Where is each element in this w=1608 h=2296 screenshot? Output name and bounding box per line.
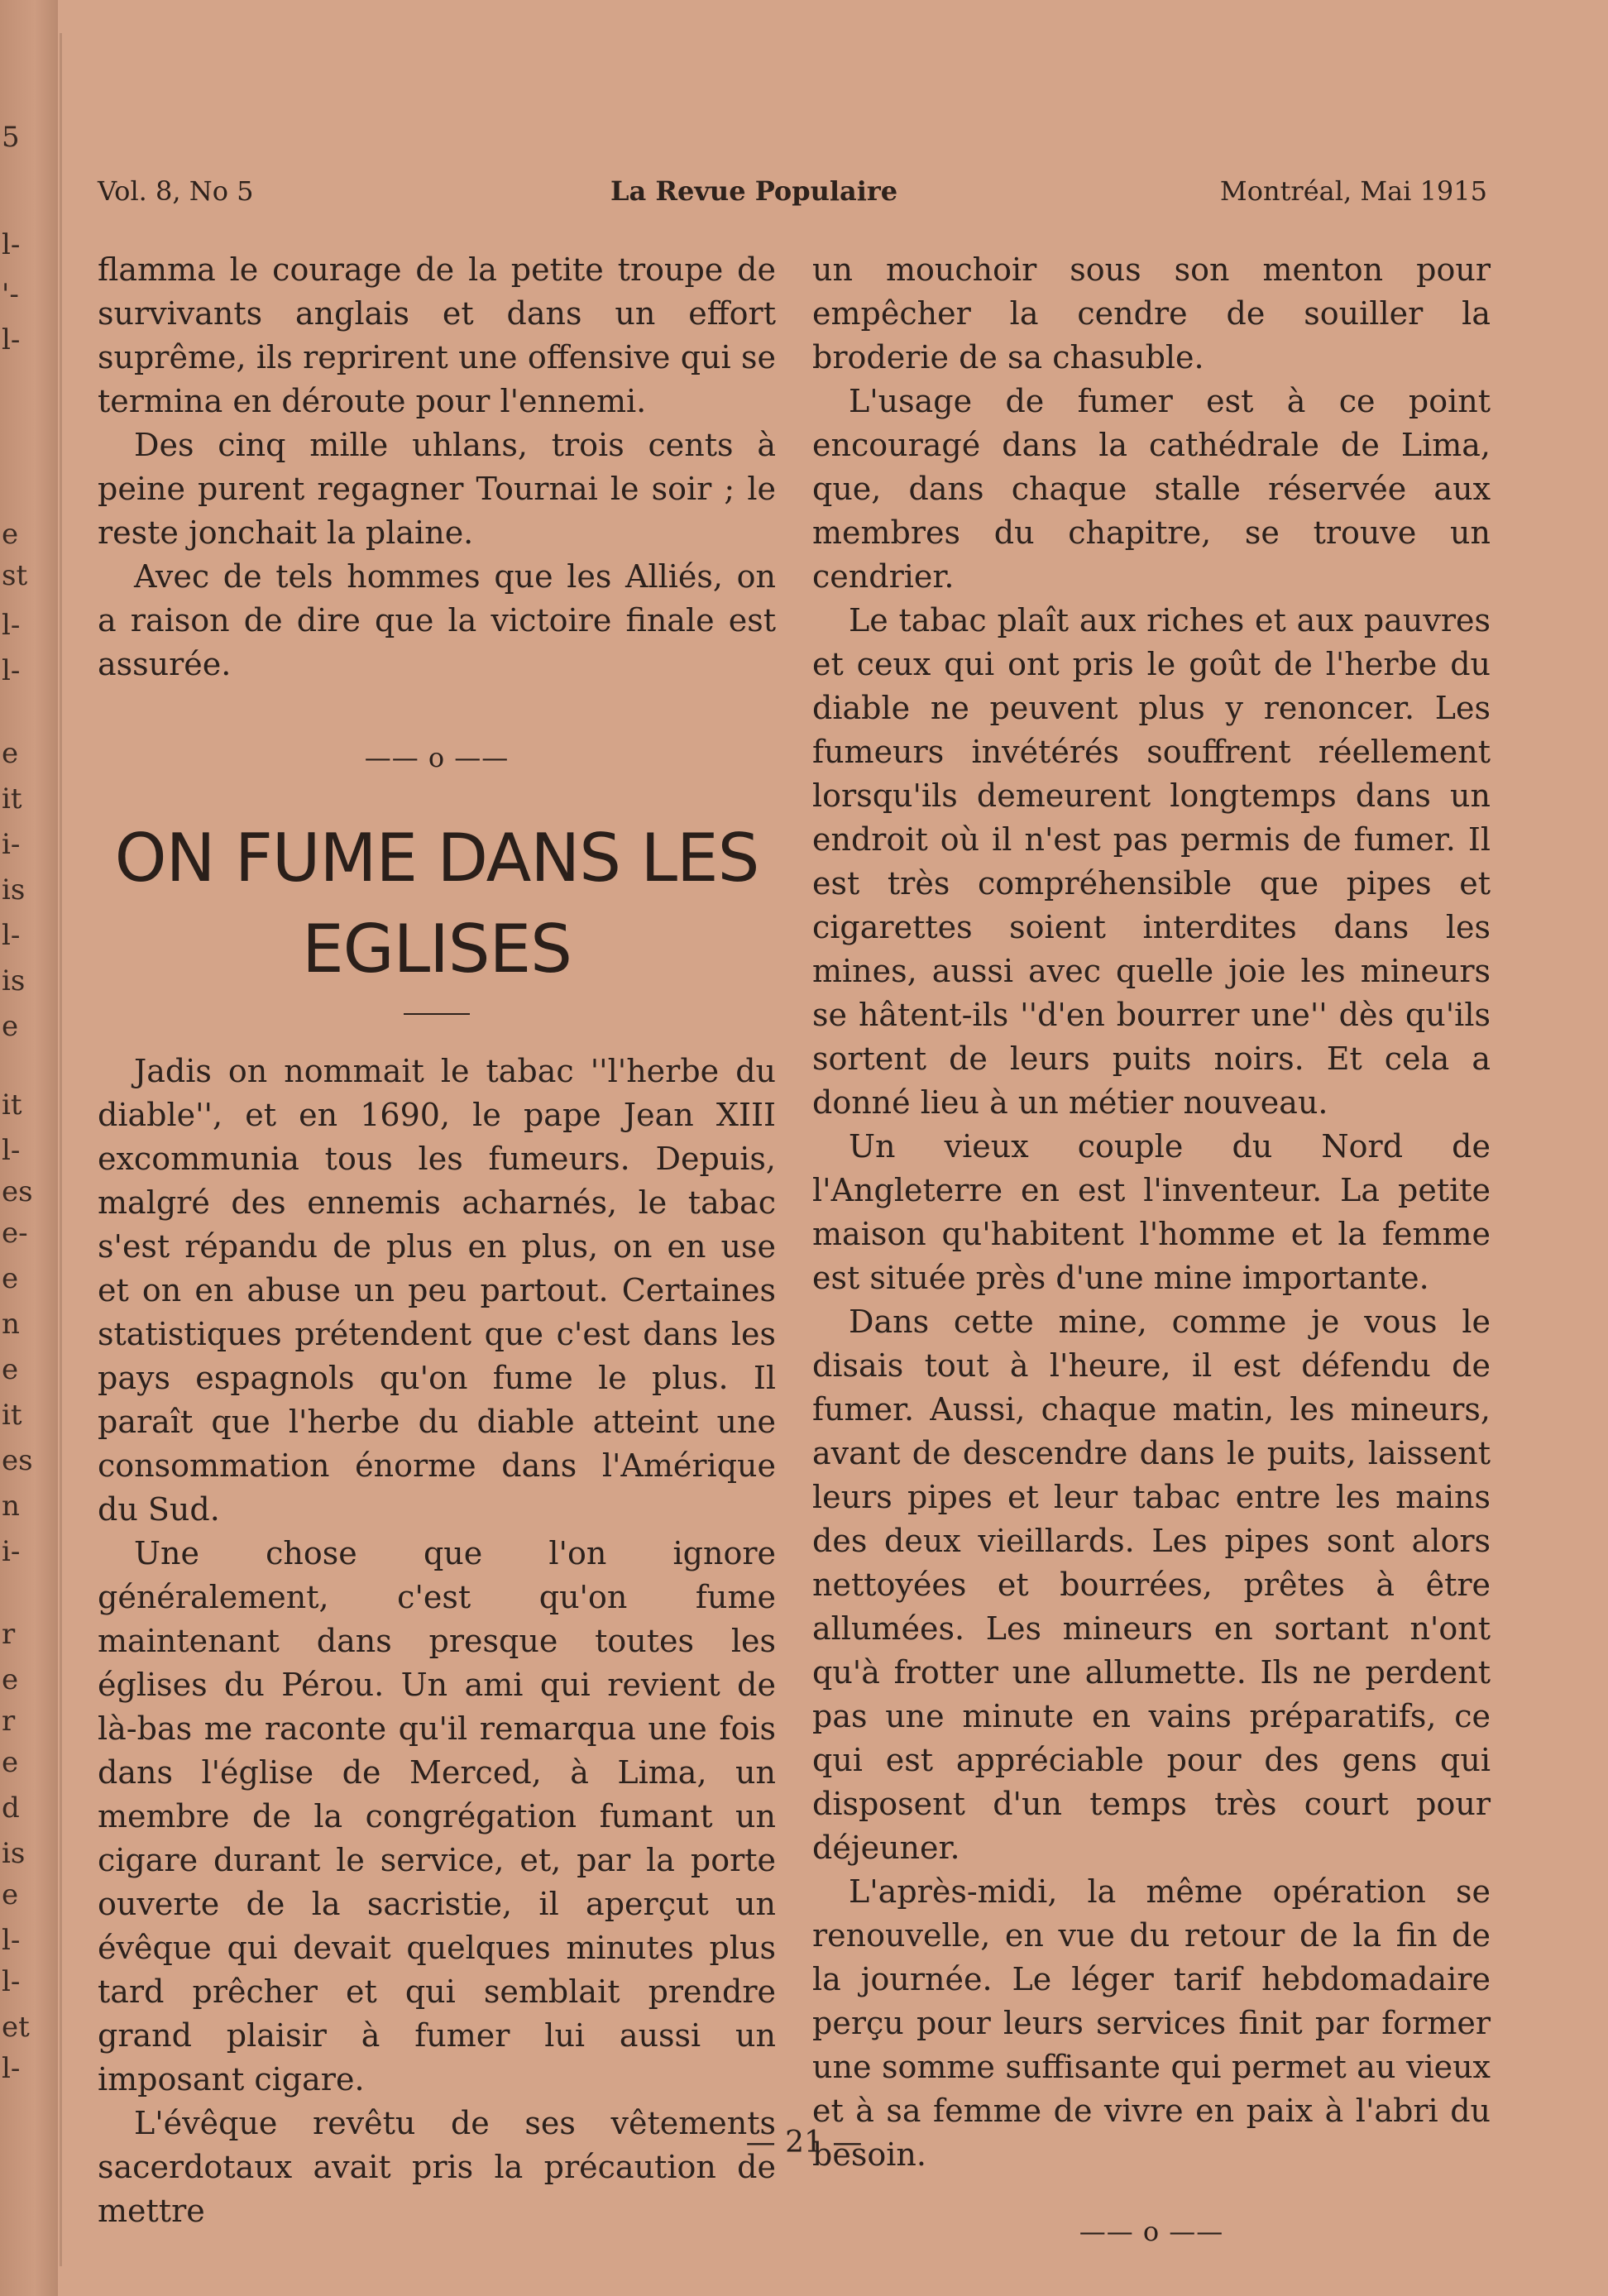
paragraph: Jadis on nommait le tabac ''l'herbe du diable'', et en 1690, le pape Jean XIII excommunia tous les fumeurs. Depuis, malgré des ennemis acharnés, le tabac s'est répandu de plus en plus, on en use et on en abuse un peu partout. Certaines statistiques prétendent que c'est dans les pays espagnols qu'on fume le plus. Il paraît que l'herbe du diable atteint une consommation énorme dans l'Amérique du Sud.	[98, 1053, 776, 1528]
margin-fragment: e	[2, 1262, 19, 1295]
margin-fragment: it	[2, 1399, 22, 1432]
volume-issue: Vol. 8, No 5	[98, 175, 254, 207]
margin-fragment: it	[2, 1088, 22, 1122]
margin-fragment: l-	[2, 1965, 21, 1998]
paragraph: flamma le courage de la petite troupe de survivants anglais et dans un effort suprême, ils reprirent une offensive qui se termina en déroute pour l'ennemi.	[98, 251, 776, 419]
paragraph: Des cinq mille uhlans, trois cents à peine purent regagner Tournai le soir ; le reste jonchait la plaine.	[98, 427, 776, 551]
running-header	[98, 175, 1487, 217]
margin-fragment: e-	[2, 1217, 28, 1250]
margin-fragment: e	[2, 1010, 19, 1043]
left-column	[98, 248, 776, 2233]
margin-fragment: e	[2, 1746, 19, 1779]
binding-fold-line	[60, 33, 62, 2266]
paragraph: L'après-midi, la même opération se renouvelle, en vue du retour de la fin de la journée. Le léger tarif hebdomadaire perçu pour leurs services finit par former une somme suffisante qui permet au vieux et à sa femme de vivre en paix à l'abri du besoin.	[812, 1873, 1491, 2173]
paragraph: L'usage de fumer est à ce point encouragé dans la cathédrale de Lima, que, dans chaque stalle réservée aux membres du chapitre, se trouve un cendrier.	[812, 383, 1491, 595]
paragraph: L'évêque revêtu de ses vêtements sacerdotaux avait pris la précaution de mettre	[98, 2105, 776, 2229]
margin-fragment: is	[2, 873, 26, 906]
margin-fragment: r	[2, 1705, 16, 1738]
margin-fragment: l-	[2, 1134, 21, 1167]
margin-fragment: e	[2, 1663, 19, 1696]
margin-fragment: it	[2, 782, 22, 816]
margin-fragment: es	[2, 1444, 33, 1477]
section-separator: —— o ——	[1079, 2216, 1224, 2247]
title-underline-rule	[404, 1013, 470, 1015]
margin-fragment: l-	[2, 2052, 21, 2085]
margin-fragment: i-	[2, 1535, 21, 1568]
margin-fragment: st	[2, 559, 28, 592]
margin-fragment: is	[2, 964, 26, 997]
paragraph: Un vieux couple du Nord de l'Angleterre en est l'inventeur. La petite maison qu'habitent l'homme et la femme est située près d'une mine importante.	[812, 1128, 1491, 1296]
margin-fragment: n	[2, 1490, 20, 1523]
margin-fragment: n	[2, 1308, 20, 1341]
section-separator: —— o ——	[364, 742, 510, 773]
paragraph: Le tabac plaît aux riches et aux pauvres et ceux qui ont pris le goût de l'herbe du diable ne peuvent plus y renoncer. Les fumeurs invétérés souffrent réellement lorsqu'ils demeurent longtemps dans un endroit où il n'est pas permis de fumer. Il est très compréhensible que pipes et cigarettes soient interdites dans les mines, aussi avec quelle joie les mineurs se hâtent-ils ''d'en bourrer une'' dès qu'ils sortent de leurs puits noirs. Et cela a donné lieu à un métier nouveau.	[812, 602, 1491, 1121]
right-column	[812, 248, 1491, 2254]
margin-fragment: e	[2, 1353, 19, 1386]
margin-fragment: '-	[2, 278, 19, 311]
paragraph: un mouchoir sous son menton pour empêcher la cendre de souiller la broderie de sa chasuble.	[812, 251, 1491, 375]
margin-fragment: e	[2, 518, 19, 551]
article-title: ON FUME DANS LES EGLISES	[114, 820, 759, 988]
paragraph: Une chose que l'on ignore généralement, c'est qu'on fume maintenant dans presque toutes les églises du Pérou. Un ami qui revient de là-bas me raconte qu'il remarqua une fois dans l'église de Merced, à Lima, un membre de la congrégation fumant un cigare durant le service, et, par la porte ouverte de la sacristie, il aperçut un évêque qui devait quelques minutes plus tard prêcher et qui semblait prendre grand plaisir à fumer lui aussi un imposant cigare.	[98, 1535, 776, 2097]
margin-fragment: e	[2, 1878, 19, 1911]
margin-fragment: l-	[2, 919, 21, 952]
margin-fragment: et	[2, 2011, 30, 2044]
margin-fragment: l-	[2, 323, 21, 356]
margin-fragment: l-	[2, 654, 21, 687]
margin-fragment: l-	[2, 228, 21, 261]
margin-fragment: e	[2, 737, 19, 770]
page-number: — 21 —	[745, 2126, 863, 2160]
margin-fragment: 5	[2, 121, 20, 154]
margin-fragment: is	[2, 1837, 26, 1870]
margin-fragment: l-	[2, 1924, 21, 1957]
paragraph: Dans cette mine, comme je vous le disais tout à l'heure, il est défendu de fumer. Aussi, chaque matin, les mineurs, avant de descendre dans le puits, laissent leurs pipes et leur tabac entre les mains des deux vieillards. Les pipes sont alors nettoyées et bourrées, prêtes à être allumées. Les mineurs en sortant n'ont qu'à frotter une allumette. Ils ne perdent pas une minute en vains préparatifs, ce qui est appréciable pour des gens qui disposent d'un temps très court pour déjeuner.	[812, 1303, 1491, 1866]
place-date: Montréal, Mai 1915	[1219, 175, 1487, 207]
margin-fragment: l-	[2, 609, 21, 642]
publication-title: La Revue Populaire	[610, 175, 898, 207]
margin-fragment: d	[2, 1791, 20, 1825]
margin-fragment: es	[2, 1175, 33, 1208]
paragraph: Avec de tels hommes que les Alliés, on a raison de dire que la victoire finale est assurée.	[98, 558, 776, 682]
margin-fragment: r	[2, 1618, 16, 1651]
margin-fragment: i-	[2, 828, 21, 861]
